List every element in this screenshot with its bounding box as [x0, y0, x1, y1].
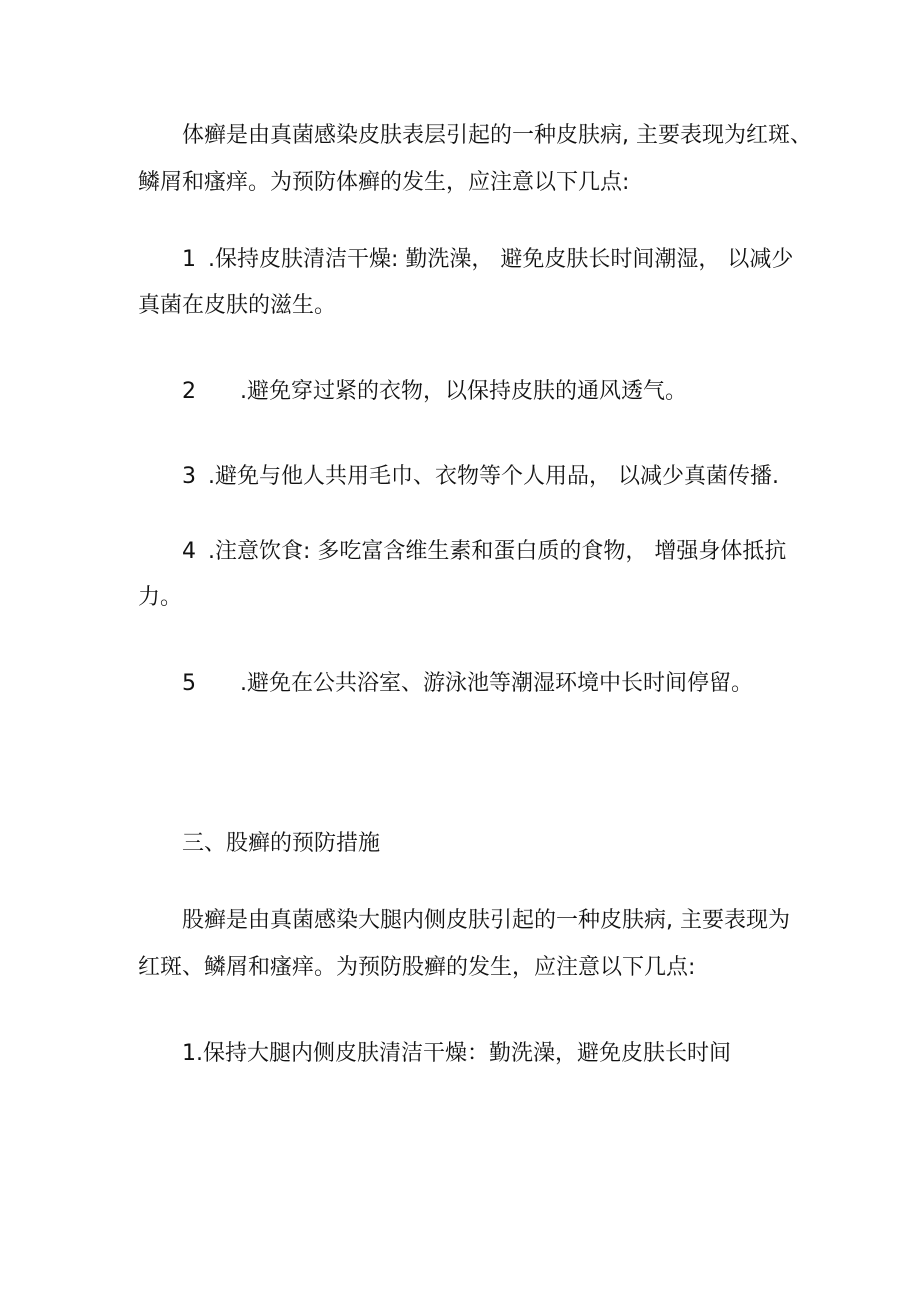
- list-item-continuation: 力。: [138, 585, 183, 610]
- list-item-continuation: 真菌在皮肤的滋生。: [138, 293, 337, 318]
- list-item-number: 4: [182, 539, 196, 564]
- section-intro-line-1: 股癣是由真菌感染大腿内侧皮肤引起的一种皮肤病, 主要表现为: [182, 908, 790, 933]
- list-item-text: .避免在公共浴室、游泳池等潮湿环境中长时间停留。: [240, 671, 753, 696]
- list-item-text: .注意饮食: 多吃富含维生素和蛋白质的食物， 增强身体抵抗: [208, 539, 787, 564]
- intro-line-2: 鳞屑和瘙痒。为预防体癣的发生，应注意以下几点:: [138, 170, 630, 195]
- section-intro-line-2: 红斑、鳞屑和瘙痒。为预防股癣的发生，应注意以下几点:: [138, 955, 696, 980]
- list-item-number: 1: [182, 247, 196, 272]
- list-item-number: 5: [182, 671, 196, 696]
- list-item-text: .避免穿过紧的衣物，以保持皮肤的通风透气。: [240, 379, 687, 404]
- intro-line-1: 体癣是由真菌感染皮肤表层引起的一种皮肤病, 主要表现为红斑、: [182, 123, 812, 148]
- list-item-number: 3: [182, 464, 196, 489]
- section-heading: 三、股癣的预防措施: [182, 831, 381, 856]
- section-list-item-1: 1.保持大腿内侧皮肤清洁干燥：勤洗澡，避免皮肤长时间: [182, 1041, 731, 1066]
- list-item-text: .避免与他人共用毛巾、衣物等个人用品， 以减少真菌传播.: [208, 464, 779, 489]
- list-item-number: 2: [182, 379, 196, 404]
- list-item-text: .保持皮肤清洁干燥: 勤洗澡， 避免皮肤长时间潮湿， 以减少: [208, 247, 794, 272]
